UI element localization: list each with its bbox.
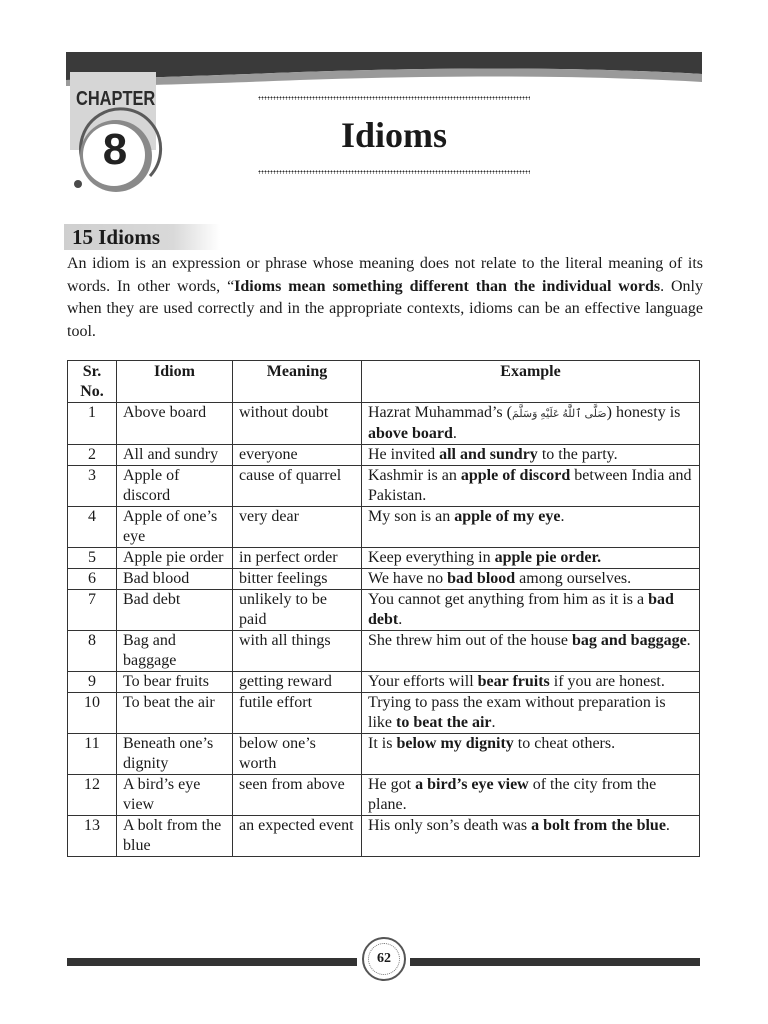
example-text: to the party. xyxy=(537,446,618,463)
cell-sr-no: 1 xyxy=(68,403,117,445)
page-number-badge xyxy=(362,937,406,981)
example-text: He invited xyxy=(368,446,440,463)
cell-meaning: futile effort xyxy=(233,693,362,734)
table-row xyxy=(68,590,700,631)
cell-idiom: Bad debt xyxy=(117,590,233,631)
example-text: Keep everything in xyxy=(368,549,495,566)
page-title: Idioms xyxy=(340,115,448,155)
cell-idiom: A bolt from the blue xyxy=(117,816,233,857)
example-text: between India and Pakistan. xyxy=(368,467,692,504)
header-idiom: Idiom xyxy=(117,361,233,403)
cell-idiom: Above board xyxy=(117,403,233,445)
cell-meaning: an expected event xyxy=(233,816,362,857)
table-row xyxy=(68,734,700,775)
example-idiom-bold: all and sundry xyxy=(439,446,538,463)
footer-rule-right xyxy=(410,958,700,966)
cell-meaning: with all things xyxy=(233,631,362,672)
example-text: Hazrat Muhammad’s ( xyxy=(368,404,512,421)
title-dotted-rule-top xyxy=(258,96,530,100)
cell-meaning: cause of quarrel xyxy=(233,466,362,507)
cell-meaning: in perfect order xyxy=(233,548,362,569)
example-idiom-bold: to beat the air xyxy=(396,714,492,731)
table-row xyxy=(68,466,700,507)
cell-example xyxy=(362,590,700,631)
cell-idiom: Apple pie order xyxy=(117,548,233,569)
cell-sr-no: 7 xyxy=(68,590,117,631)
cell-idiom: Bad blood xyxy=(117,569,233,590)
table-row xyxy=(68,569,700,590)
cell-sr-no: 12 xyxy=(68,775,117,816)
cell-sr-no: 10 xyxy=(68,693,117,734)
table-row xyxy=(68,507,700,548)
table-header-row xyxy=(68,361,700,403)
honorific-calligraphy: صَلَّى ٱللَّٰهُ عَلَيْهِ وَسَلَّمَ xyxy=(511,408,607,420)
cell-example xyxy=(362,672,700,693)
cell-idiom: Bag and baggage xyxy=(117,631,233,672)
example-idiom-bold: bad debt xyxy=(368,591,674,628)
cell-sr-no: 5 xyxy=(68,548,117,569)
example-text: of the city from the plane. xyxy=(368,776,657,813)
example-text: to cheat others. xyxy=(513,735,616,752)
section-heading-text: 15 Idioms xyxy=(72,225,161,249)
example-text: We have no xyxy=(368,570,448,587)
example-idiom-bold: bad blood xyxy=(447,570,516,587)
example-text: Your efforts will xyxy=(368,673,478,690)
example-text: It is xyxy=(368,735,397,752)
example-text: You cannot get anything from him as it is a xyxy=(368,591,649,608)
cell-example xyxy=(362,775,700,816)
cell-meaning: below one’s worth xyxy=(233,734,362,775)
cell-example xyxy=(362,466,700,507)
cell-example xyxy=(362,507,700,548)
intro-text-2: . Only when they are used correctly and in the appropriate contexts, idioms can be an effective language tool. xyxy=(67,277,704,340)
cell-meaning: seen from above xyxy=(233,775,362,816)
intro-paragraph xyxy=(67,253,703,343)
example-idiom-bold: a bolt from the blue xyxy=(531,817,666,834)
cell-example xyxy=(362,569,700,590)
cell-meaning: everyone xyxy=(233,445,362,466)
example-text: My son is an xyxy=(368,508,455,525)
table-row xyxy=(68,775,700,816)
example-idiom-bold: apple of discord xyxy=(460,467,571,484)
example-text: . xyxy=(560,508,565,525)
example-idiom-bold: bag and baggage xyxy=(571,632,687,649)
cell-sr-no: 9 xyxy=(68,672,117,693)
cell-sr-no: 3 xyxy=(68,466,117,507)
cell-example xyxy=(362,816,700,857)
table-row xyxy=(68,548,700,569)
cell-meaning: getting reward xyxy=(233,672,362,693)
example-text: Trying to pass the exam without preparation is like xyxy=(368,694,666,731)
cell-idiom: To beat the air xyxy=(117,693,233,734)
cell-meaning: bitter feelings xyxy=(233,569,362,590)
cell-sr-no: 4 xyxy=(68,507,117,548)
example-idiom-bold: apple of my eye xyxy=(454,508,561,525)
intro-definition-bold: Idioms mean something different than the individual words xyxy=(234,277,661,295)
example-idiom-bold: bear fruits xyxy=(477,673,550,690)
table-row xyxy=(68,403,700,445)
cell-idiom: All and sundry xyxy=(117,445,233,466)
example-idiom-bold: below my dignity xyxy=(396,735,514,752)
example-text: She threw him out of the house xyxy=(368,632,572,649)
idioms-table xyxy=(67,360,700,857)
example-text: among ourselves. xyxy=(515,570,632,587)
header-meaning: Meaning xyxy=(233,361,362,403)
table-row xyxy=(68,816,700,857)
cell-sr-no: 2 xyxy=(68,445,117,466)
example-text: . xyxy=(398,611,403,628)
example-text: . xyxy=(452,425,457,442)
table-row xyxy=(68,631,700,672)
example-text: ) honesty is xyxy=(606,404,681,421)
cell-sr-no: 13 xyxy=(68,816,117,857)
table-row xyxy=(68,693,700,734)
example-text: . xyxy=(686,632,691,649)
example-text: Kashmir is an xyxy=(368,467,461,484)
cell-meaning: unlikely to be paid xyxy=(233,590,362,631)
cell-example xyxy=(362,631,700,672)
table-row xyxy=(68,672,700,693)
intro-text-1: An idiom is an expression or phrase whose meaning does not relate to the literal meaning of its words. In other words, “ xyxy=(67,255,703,295)
section-heading xyxy=(64,224,220,250)
cell-sr-no: 11 xyxy=(68,734,117,775)
chapter-label: CHAPTER xyxy=(76,88,156,110)
cell-example xyxy=(362,403,700,445)
example-idiom-bold: above board xyxy=(368,425,453,442)
example-idiom-bold: a bird’s eye view xyxy=(415,776,529,793)
cell-sr-no: 8 xyxy=(68,631,117,672)
example-text: . xyxy=(491,714,496,731)
page-number: 62 xyxy=(368,943,400,975)
cell-idiom: A bird’s eye view xyxy=(117,775,233,816)
example-text: if you are honest. xyxy=(549,673,665,690)
table-row xyxy=(68,445,700,466)
example-text: . xyxy=(665,817,670,834)
cell-sr-no: 6 xyxy=(68,569,117,590)
title-dotted-rule-bottom xyxy=(258,170,530,174)
example-idiom-bold: apple pie order. xyxy=(494,549,602,566)
cell-idiom: To bear fruits xyxy=(117,672,233,693)
example-text: He got xyxy=(368,776,416,793)
footer-rule-left xyxy=(67,958,357,966)
cell-example xyxy=(362,445,700,466)
cell-meaning: without doubt xyxy=(233,403,362,445)
cell-meaning: very dear xyxy=(233,507,362,548)
cell-example xyxy=(362,548,700,569)
header-example: Example xyxy=(362,361,700,403)
cell-example xyxy=(362,693,700,734)
chapter-number: 8 xyxy=(102,125,128,174)
cell-idiom: Beneath one’s dignity xyxy=(117,734,233,775)
cell-example xyxy=(362,734,700,775)
example-text: His only son’s death was xyxy=(368,817,532,834)
table-body xyxy=(68,403,700,857)
cell-idiom: Apple of one’s eye xyxy=(117,507,233,548)
cell-idiom: Apple of discord xyxy=(117,466,233,507)
header-sr-no: Sr. No. xyxy=(68,361,117,403)
